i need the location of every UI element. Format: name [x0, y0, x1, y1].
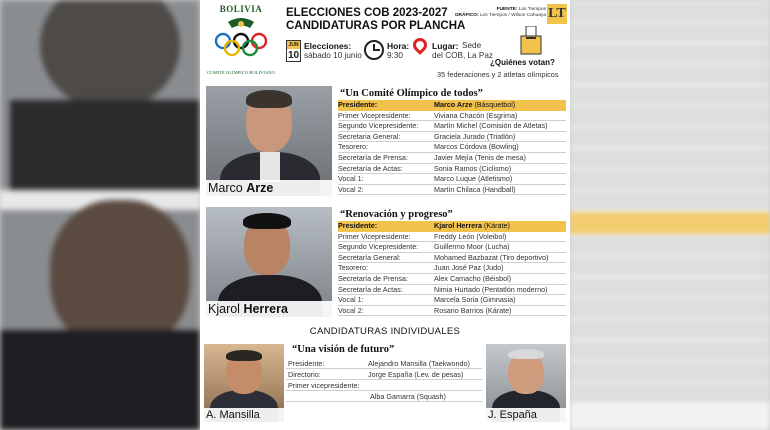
photo-caption: Kjarol Herrera: [206, 301, 332, 317]
table-row: Vocal 2: Rosario Barrios (Kárate): [338, 306, 566, 317]
table-row: Secretaría de Prensa: Javier Mejía (Tenis de mesa): [338, 153, 566, 164]
slate-2-slogan: “Renovación y progreso”: [340, 209, 453, 220]
photo-caption: J. España: [486, 408, 566, 422]
table-row: Presidente: Kjarol Herrera (Kárate): [338, 221, 566, 232]
graphic-label: GRÁFICO:: [454, 13, 479, 18]
photo-j-espana: [486, 344, 566, 422]
table-row: Vocal 2: Martín Chilaca (Handball): [338, 185, 566, 196]
logo-title: BOLIVIA: [219, 4, 263, 14]
calendar-icon: [286, 40, 301, 62]
olympic-rings-icon: [210, 14, 272, 64]
table-row: Segundo Vicepresidente: Martín Michel (Comisión de Atletas): [338, 121, 566, 132]
infographic-panel: [200, 0, 570, 430]
table-row: Vocal 1: Marcela Soria (Gimnasia): [338, 295, 566, 306]
calendar-day: 10: [287, 50, 300, 61]
table-row: Alba Gamarra (Squash): [286, 391, 482, 402]
photo-caption: Marco Arze: [206, 180, 332, 196]
graphic-value: Los Tiempos / Wilson Cahuaya: [479, 13, 546, 18]
table-row: Secretaria General: Graciela Jurado (Triatlón): [338, 132, 566, 143]
individual-slogan: “Una visión de futuro”: [292, 344, 395, 355]
source-label: FUENTE:: [496, 7, 518, 12]
slate-1-slogan: “Un Comité Olímpico de todos”: [340, 88, 483, 99]
table-row: Secretaría de Prensa: Alex Camacho (Béisbol): [338, 274, 566, 285]
location-pin-icon: [410, 35, 430, 55]
voters-answer: 35 federaciones y 2 atletas olímpicos: [437, 70, 559, 79]
table-row: Primer Vicepresidente: Viviana Chacón (Esgrima): [338, 111, 566, 122]
table-row: Primer Vicepresidente: Freddy León (Voleibol): [338, 232, 566, 243]
cob-logo: [206, 4, 276, 82]
clock-icon: [364, 40, 384, 60]
table-row: Vocal 1: Marco Luque (Atletismo): [338, 174, 566, 185]
logo-footer: COMITÉ OLÍMPICO BOLIVIANO: [207, 70, 275, 75]
table-row: Presidente: Alejandro Mansilla (Taekwondo): [286, 358, 482, 369]
time-label: Hora:: [387, 41, 410, 51]
source-credits: [426, 7, 546, 19]
photo-marco-arze: [206, 86, 332, 196]
date-value: sábado 10 junio: [304, 51, 362, 60]
title-line-1: ELECCIONES COB 2023-2027: [286, 7, 448, 19]
title-line-2: CANDIDATURAS POR PLANCHA: [286, 20, 466, 32]
place-label: Lugar:: [432, 41, 459, 51]
voters-question: ¿Quiénes votan?: [490, 58, 555, 67]
photo-caption: A. Mansilla: [204, 408, 284, 422]
table-row: Secretaría General: Mohamed Bazbazat (Tiro deportivo): [338, 253, 566, 264]
slate-1-table: [338, 100, 566, 195]
photo-kjarol-herrera: [206, 207, 332, 317]
table-row: Segundo Vicepresidente: Guillermo Moor (Lucha): [338, 242, 566, 253]
table-row: Tesorero: Juan José Paz (Judo): [338, 263, 566, 274]
los-tiempos-logo: LT: [547, 4, 567, 24]
place-value-1: Sede: [462, 41, 482, 50]
table-row: Presidente: Marco Arze (Básquetbol): [338, 100, 566, 111]
date-label: Elecciones:: [304, 41, 352, 51]
place-value-2: del COB, La Paz: [432, 51, 493, 60]
time-value: 9:30: [387, 51, 403, 60]
table-row: Secretaría de Actas: Sonia Ramos (Ciclismo): [338, 164, 566, 175]
calendar-month: JUN: [288, 42, 299, 48]
slate-2-table: [338, 221, 566, 316]
ballot-box-icon: [520, 26, 542, 56]
photo-a-mansilla: [204, 344, 284, 422]
table-row: Directorio: Jorge España (Lev. de pesas): [286, 369, 482, 380]
blurred-left-background: [0, 0, 200, 430]
blurred-right-background: [570, 0, 770, 430]
table-row: Tesorero: Marcos Córdova (Bowling): [338, 142, 566, 153]
source-value: Los Tiempos: [518, 7, 546, 12]
individual-table: [286, 358, 482, 402]
table-row: Primer vicepresidente:: [286, 380, 482, 391]
table-row: Secretaría de Actas: Nimia Hurtado (Pentatlón moderno): [338, 285, 566, 296]
individual-section-title: CANDIDATURAS INDIVIDUALES: [309, 326, 461, 337]
